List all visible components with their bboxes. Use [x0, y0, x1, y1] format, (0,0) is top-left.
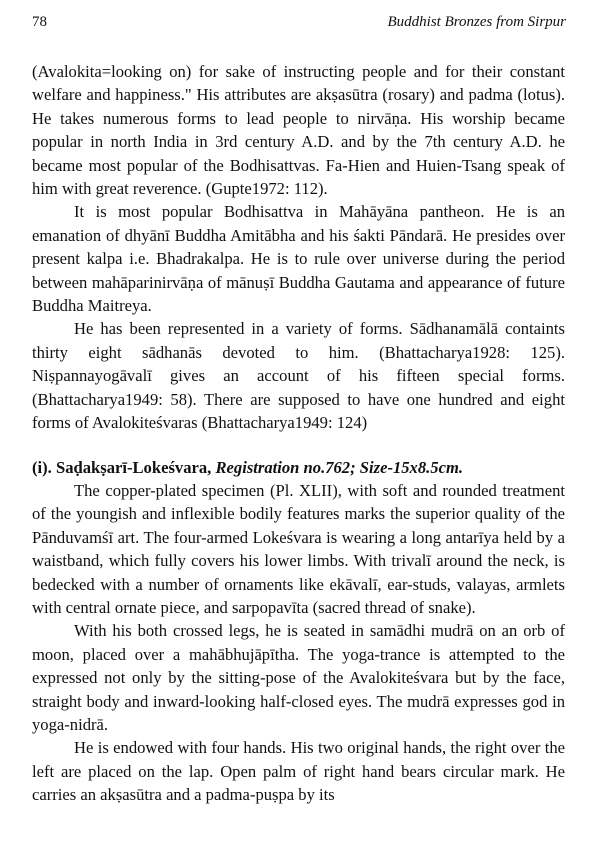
paragraph: He has been represented in a variety of forms. Sādhanamālā containts thirty eight sādhanās devoted to him. (Bhattacharya1928: 125). Niṣpannayogāvalī gives an account of his fifteen special forms. (Bhattacharya1949: 58). There are supposed to have one hundred and eight forms of Avalokiteśvaras (Bhattacharya1949: 124)	[32, 319, 565, 433]
paragraph: (Avalokita=looking on) for sake of instructing people and for their constant welfare and happiness." His attributes are akṣasūtra (rosary) and padma (lotus). He takes numerous forms to lead people to nirvāṇa. His worship became popular in north India in 3rd century A.D. and by the 7th century A.D. he became most popular of the Bodhisattvas. Fa-Hien and Huien-Tsang speak of him with great reverence. (Gupte1972: 112).	[32, 62, 565, 199]
paragraph: With his both crossed legs, he is seated in samādhi mudrā on an orb of moon, placed over a mahābhujāpītha. The yoga-trance is attempted to the expressed not only by the sitting-pose of the Avalokiteśvara but by the face, straight body and inward-looking half-closed eyes. The mudrā expresses god in yoga-nidrā.	[32, 621, 565, 734]
paragraph: It is most popular Bodhisattva in Mahāyāna pantheon. He is an emanation of dhyānī Buddha Amitābha and his śakti Pāndarā. He presides over present kalpa i.e. Bhadrakalpa. He is to rule over universe during the period between mahāparinirvāṇa of mānuṣī Buddha Gautama and appearance of future Buddha Maitreya.	[32, 202, 565, 316]
section-registration: Registration no.762; Size-15x8.5cm.	[215, 457, 464, 477]
section-title: (i). Saḍakṣarī-Lokeśvara,	[32, 457, 212, 477]
paragraph: The copper-plated specimen (Pl. XLII), with soft and rounded treatment of the youngish and inflexible bodily features marks the superior quality of the Pānduvamśī art. The four-armed Lokeśvara is wearing a long antarīya held by a waistband, which fully covers his lower limbs. With trivalī around the neck, is bedecked with a number of ornaments like ekāvalī, ear-studs, valayas, armlets with central ornate piece, and sarpopavīta (sacred thread of snake).	[32, 480, 565, 617]
page-header	[32, 14, 566, 36]
body-text	[32, 60, 565, 807]
running-head: Buddhist Bronzes from Sirpur	[387, 14, 566, 30]
section-heading	[32, 456, 565, 479]
page-number: 78	[32, 14, 47, 30]
paragraph: He is endowed with four hands. His two original hands, the right over the left are placed on the lap. Open palm of right hand bears circular mark. He carries an akṣasūtra and a padma-puṣpa by its	[32, 738, 565, 805]
